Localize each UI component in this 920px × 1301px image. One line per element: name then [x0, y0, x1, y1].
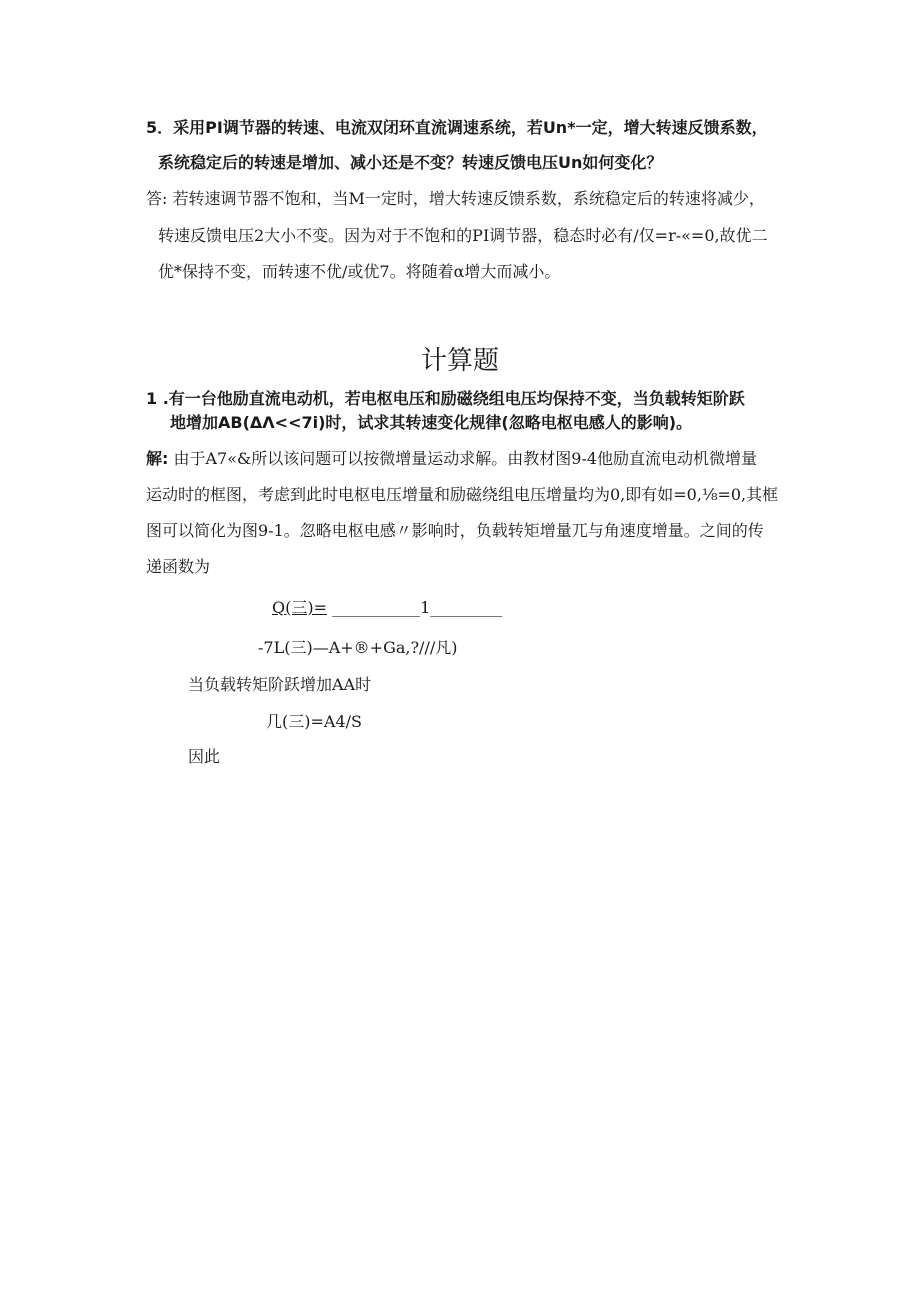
solution-label: 解:: [146, 449, 169, 468]
question-5-line-1: 5．采用PI调节器的转速、电流双闭环直流调速系统，若Un*一定，增大转速反馈系数，: [146, 118, 768, 137]
formula-numerator: 1: [420, 598, 431, 617]
calc-question-1-line-1: 1 .有一台他励直流电动机，若电枢电压和励磁绕组电压均保持不变，当负载转矩阶跃: [146, 389, 745, 408]
solution-line-2: 运动时的框图，考虑到此时电枢电压增量和励磁绕组电压增量均为0,即有如=0,⅛=0,其框: [146, 485, 779, 504]
solution-text-1: 由于A7«&所以该问题可以按微增量运动求解。由教材图9-4他励直流电动机微增量: [173, 449, 758, 468]
answer-5-text-1: 若转速调节器不饱和，当M一定时，增大转速反馈系数，系统稳定后的转速将减少，: [172, 189, 765, 208]
answer-5-line-2: 转速反馈电压2大小不变。因为对于不饱和的PI调节器，稳态时必有/仅=r-«=0,故优二: [158, 226, 768, 245]
answer-5-line-3: 优*保持不变，而转速不优/或优7。将随着α增大而减小。: [158, 262, 561, 281]
section-title: 计算题: [420, 346, 499, 376]
formula-2: 几(三)=A4/S: [266, 712, 362, 731]
solution-line-3: 图可以简化为图9-1。忽略电枢电感〃影响时，负载转矩增量兀与角速度增量。之间的传: [146, 521, 764, 540]
formula-denominator: -7L(三)—A+®+Ga,?///凡): [258, 638, 458, 657]
solution-line-4: 递函数为: [146, 557, 211, 576]
question-5-line-2: 系统稳定后的转速是增加、减小还是不变？转速反馈电压Un如何变化？: [158, 153, 663, 172]
calc-question-1-line-2: 地增加AB(ΔΛ<<7i)时，试求其转速变化规律(忽略电枢电感人的影响)。: [170, 413, 693, 432]
step-text-1: 当负载转矩阶跃增加AA时: [188, 675, 372, 694]
formula-blank-2: _________: [430, 598, 503, 617]
step-text-2: 因此: [188, 747, 221, 766]
solution-line-1: [146, 449, 757, 469]
formula-blank-1: ___________: [332, 598, 421, 617]
formula-numerator-row: [272, 598, 502, 618]
formula-lhs: Q(三)=: [272, 598, 328, 617]
answer-label: 答:: [146, 189, 168, 208]
answer-5-line-1: [146, 189, 765, 209]
